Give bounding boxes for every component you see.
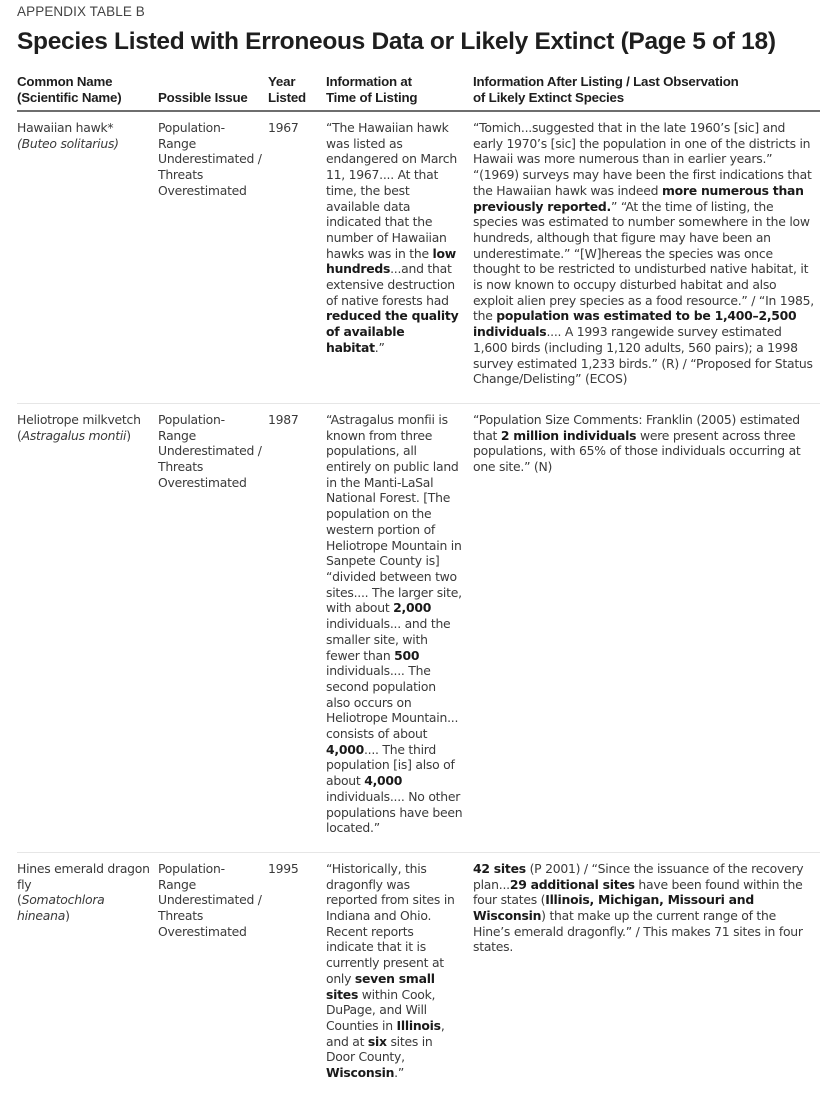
table-row [17,403,820,852]
header-line: Common Name [17,74,113,89]
cell-info-at-listing [326,852,473,1096]
cell-common-name [17,111,158,403]
header-line: Information at [326,74,412,89]
species-table [17,74,820,1097]
emphasis-text: 2 million individuals [500,427,637,443]
cell-info-after-listing [473,852,820,1096]
cell-text: individuals... and the smaller site, with fewer than [326,616,451,663]
cell-text: were present across three populations, with 65% of those individuals occurring at one site.” (N) [473,427,801,475]
emphasis-text: Illinois, Michigan, Missouri and Wisconsin [473,892,754,924]
header-line: (Scientific Name) [17,90,122,105]
cell-text: .” [394,1065,405,1081]
cell-text: ) [65,908,70,924]
cell-info-after-listing [473,403,820,852]
cell-year-listed: 1995 [268,852,326,1096]
header-line: Information After Listing / Last Observation [473,74,739,89]
cell-text: Heliotrope milkvetch [17,411,141,427]
cell-text: ( [17,427,22,443]
cell-text: individuals.... The second population also occurs on Heliotrope Mountain... consists of about [326,663,459,742]
table-header-row [17,74,820,111]
cell-info-at-listing [326,111,473,403]
cell-common-name [17,403,158,852]
cell-text: ) that make up the current range of the Hine’s emerald dragonfly.” / This makes 71 sites in four states. [473,908,803,955]
header-year-listed [268,74,326,111]
cell-text: individuals.... No other populations have been located.” [326,788,463,836]
cell-text: ...and that extensive destruction of native forests had [326,261,455,308]
cell-text: Hawaiian hawk* [17,120,114,135]
cell-info-after-listing [473,111,820,403]
header-line: Possible Issue [158,90,248,105]
cell-text: Hines emerald dragon fly [17,860,150,892]
cell-text: within Cook, DuPage, and Will Counties in [326,986,436,1033]
emphasis-text: 500 [394,647,420,663]
emphasis-text: population was estimated to be 1,400–2,500 individuals [473,308,797,340]
emphasis-text: 2,000 [393,600,432,616]
table-row [17,852,820,1096]
scientific-name: Somatochlora hineana [17,892,105,924]
cell-possible-issue: Population-Range Underestimated / Threats Overestimated [158,403,268,852]
cell-possible-issue: Population-Range Underestimated / Threats Overestimated [158,852,268,1096]
emphasis-text: 4,000 [326,741,364,757]
cell-text: (P 2001) / “Since the issuance of the recovery plan... [473,860,804,892]
cell-text: have been found within the four states ( [473,876,803,908]
cell-text: ” “At the time of listing, the species was estimated to number somewhere in the low hundreds, although that figure may have been an underestimate.” “[W]hereas the species was once thought to be restricted to undisturbed native habitat, it is now known to occupy disturbed habitat and also exploit alien prey species as a food resource.” / “In 1985, the [473,198,814,324]
cell-text: “Population Size Comments: Franklin (2005) estimated that [473,411,800,443]
cell-common-name [17,852,158,1096]
emphasis-text: reduced the quality of available habitat [326,308,459,355]
emphasis-text: Illinois [396,1017,441,1033]
emphasis-text: 4,000 [364,773,403,789]
emphasis-text: 29 additional sites [509,876,635,892]
emphasis-text: more numerous than previously reported. [473,182,804,214]
emphasis-text: seven small sites [326,970,435,1002]
header-line: Listed [268,90,306,105]
header-common-name [17,74,158,111]
emphasis-text: six [367,1033,387,1049]
scientific-name: Astragalus montii [21,427,127,443]
header-line: Time of Listing [326,90,418,105]
cell-year-listed: 1967 [268,120,299,135]
cell-possible-issue: Population-Range Underestimated / Threats Overestimated [158,120,262,198]
header-line: Year [268,74,296,89]
cell-text: .... A 1993 rangewide survey estimated 1,600 birds (including 1,120 adults, 560 pairs); a 1998 survey estimated 1,233 birds.” (R) / “Proposed for Status Change/Delisting” (ECOS) [473,324,813,387]
cell-text: sites in Door County, [326,1033,433,1065]
table-row [17,111,820,403]
scientific-name: (Buteo solitarius) [17,135,119,151]
cell-text: “The Hawaiian hawk was listed as endangered on March 11, 1967.... At that time, the best available data indicated that the number of Hawaiian hawks was in the [326,120,457,261]
cell-text: .... The third population [is] also of about [326,741,455,789]
emphasis-text: low hundreds [326,245,456,277]
cell-text: “Tomich...suggested that in the late 1960’s [sic] and early 1970’s [sic] the population in one of the districts in Hawaii was more numerous than in earlier years.” “(1969) surveys may have been the first indications that the Hawaiian hawk was indeed [473,120,812,198]
emphasis-text: Wisconsin [326,1065,395,1081]
header-info-after-listing [473,74,820,111]
header-line: of Likely Extinct Species [473,90,624,105]
cell-text: , and at [326,1017,445,1049]
header-info-at-listing [326,74,473,111]
cell-text: “Historically, this dragonfly was reported from sites in Indiana and Ohio. Recent reports indicate that it is currently present at only [326,860,455,986]
header-possible-issue [158,74,268,111]
cell-text: ) [126,427,131,443]
cell-text: .” [374,339,385,355]
cell-text: “Astragalus monfii is known from three populations, all entirely on public land in the Manti-LaSal National Forest. [The population on the western portion of Heliotrope Mountain in Sanpete County is] “divided between two sites.... The larger site, with about [326,411,462,616]
page-title: Species Listed with Erroneous Data or Likely Extinct (Page 5 of 18) [17,28,776,55]
emphasis-text: 42 sites [473,860,526,876]
cell-year-listed: 1987 [268,403,326,852]
cell-text: ( [17,892,22,908]
cell-info-at-listing [326,403,473,852]
appendix-label: APPENDIX TABLE B [17,4,145,19]
